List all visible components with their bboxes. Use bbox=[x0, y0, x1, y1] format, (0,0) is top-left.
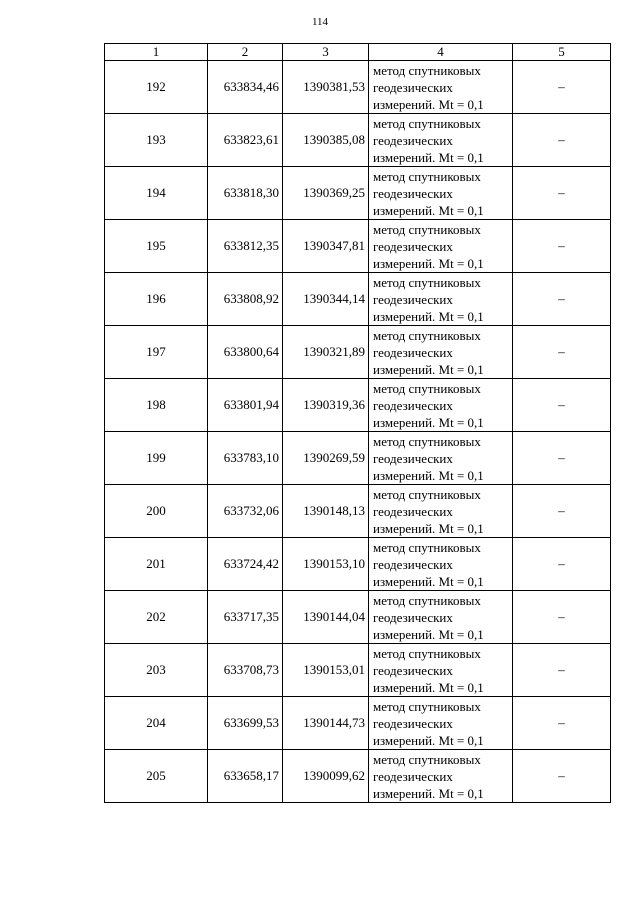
note-dash: – bbox=[513, 167, 611, 220]
method-line-3: измерений. Mt = 0,1 bbox=[373, 202, 484, 218]
method-line-2: геодезических bbox=[373, 397, 453, 413]
method-line-3: измерений. Mt = 0,1 bbox=[373, 785, 484, 801]
note-dash: – bbox=[513, 114, 611, 167]
method-line-3: измерений. Mt = 0,1 bbox=[373, 732, 484, 748]
coord-x: 633812,35 bbox=[208, 220, 283, 273]
method-line-1: метод спутниковых bbox=[373, 433, 481, 449]
table-row bbox=[105, 167, 611, 220]
coord-y: 1390269,59 bbox=[283, 432, 369, 485]
method-cell bbox=[369, 220, 513, 273]
coord-x: 633783,10 bbox=[208, 432, 283, 485]
method-line-2: геодезических bbox=[373, 344, 453, 360]
note-dash: – bbox=[513, 220, 611, 273]
note-dash: – bbox=[513, 538, 611, 591]
note-dash: – bbox=[513, 61, 611, 114]
method-cell bbox=[369, 591, 513, 644]
method-cell bbox=[369, 273, 513, 326]
method-line-1: метод спутниковых bbox=[373, 327, 481, 343]
note-dash: – bbox=[513, 379, 611, 432]
table-row bbox=[105, 538, 611, 591]
coord-y: 1390153,10 bbox=[283, 538, 369, 591]
table-body bbox=[105, 61, 611, 803]
coord-y: 1390153,01 bbox=[283, 644, 369, 697]
table-row bbox=[105, 591, 611, 644]
table-row bbox=[105, 273, 611, 326]
point-number: 203 bbox=[105, 644, 208, 697]
method-line-3: измерений. Mt = 0,1 bbox=[373, 149, 484, 165]
method-line-3: измерений. Mt = 0,1 bbox=[373, 308, 484, 324]
method-cell bbox=[369, 432, 513, 485]
method-line-1: метод спутниковых bbox=[373, 274, 481, 290]
method-line-3: измерений. Mt = 0,1 bbox=[373, 255, 484, 271]
coord-y: 1390344,14 bbox=[283, 273, 369, 326]
coord-y: 1390144,04 bbox=[283, 591, 369, 644]
method-cell bbox=[369, 326, 513, 379]
method-cell bbox=[369, 114, 513, 167]
coord-y: 1390148,13 bbox=[283, 485, 369, 538]
point-number: 192 bbox=[105, 61, 208, 114]
method-line-2: геодезических bbox=[373, 238, 453, 254]
method-line-1: метод спутниковых bbox=[373, 168, 481, 184]
method-line-2: геодезических bbox=[373, 450, 453, 466]
point-number: 199 bbox=[105, 432, 208, 485]
coord-y: 1390385,08 bbox=[283, 114, 369, 167]
method-line-2: геодезических bbox=[373, 79, 453, 95]
method-line-1: метод спутниковых bbox=[373, 221, 481, 237]
coord-x: 633708,73 bbox=[208, 644, 283, 697]
table-row bbox=[105, 644, 611, 697]
table-row bbox=[105, 326, 611, 379]
note-dash: – bbox=[513, 326, 611, 379]
note-dash: – bbox=[513, 432, 611, 485]
method-line-2: геодезических bbox=[373, 609, 453, 625]
table-row bbox=[105, 432, 611, 485]
coord-x: 633699,53 bbox=[208, 697, 283, 750]
method-line-3: измерений. Mt = 0,1 bbox=[373, 96, 484, 112]
method-line-2: геодезических bbox=[373, 556, 453, 572]
coord-y: 1390321,89 bbox=[283, 326, 369, 379]
point-number: 204 bbox=[105, 697, 208, 750]
method-line-2: геодезических bbox=[373, 662, 453, 678]
page-number: 114 bbox=[311, 16, 329, 28]
note-dash: – bbox=[513, 273, 611, 326]
point-number: 193 bbox=[105, 114, 208, 167]
coord-x: 633808,92 bbox=[208, 273, 283, 326]
method-line-3: измерений. Mt = 0,1 bbox=[373, 414, 484, 430]
method-line-1: метод спутниковых bbox=[373, 62, 481, 78]
coord-x: 633732,06 bbox=[208, 485, 283, 538]
point-number: 195 bbox=[105, 220, 208, 273]
point-number: 198 bbox=[105, 379, 208, 432]
method-line-2: геодезических bbox=[373, 768, 453, 784]
method-line-2: геодезических bbox=[373, 503, 453, 519]
coord-x: 633818,30 bbox=[208, 167, 283, 220]
method-line-1: метод спутниковых bbox=[373, 539, 481, 555]
method-line-1: метод спутниковых bbox=[373, 698, 481, 714]
coord-x: 633717,35 bbox=[208, 591, 283, 644]
point-number: 205 bbox=[105, 750, 208, 803]
method-line-1: метод спутниковых bbox=[373, 380, 481, 396]
table-row bbox=[105, 697, 611, 750]
table-row bbox=[105, 114, 611, 167]
header-col-4: 4 bbox=[369, 44, 513, 61]
method-line-2: геодезических bbox=[373, 132, 453, 148]
note-dash: – bbox=[513, 591, 611, 644]
method-cell bbox=[369, 644, 513, 697]
method-cell bbox=[369, 697, 513, 750]
header-col-3: 3 bbox=[283, 44, 369, 61]
method-line-3: измерений. Mt = 0,1 bbox=[373, 361, 484, 377]
method-line-3: измерений. Mt = 0,1 bbox=[373, 573, 484, 589]
table-row bbox=[105, 379, 611, 432]
table-row bbox=[105, 485, 611, 538]
method-line-1: метод спутниковых bbox=[373, 115, 481, 131]
coord-x: 633834,46 bbox=[208, 61, 283, 114]
coord-y: 1390099,62 bbox=[283, 750, 369, 803]
point-number: 196 bbox=[105, 273, 208, 326]
table-row bbox=[105, 750, 611, 803]
table-row bbox=[105, 61, 611, 114]
header-col-5: 5 bbox=[513, 44, 611, 61]
method-cell bbox=[369, 379, 513, 432]
method-cell bbox=[369, 167, 513, 220]
table-row bbox=[105, 220, 611, 273]
method-line-3: измерений. Mt = 0,1 bbox=[373, 679, 484, 695]
note-dash: – bbox=[513, 644, 611, 697]
note-dash: – bbox=[513, 485, 611, 538]
coord-x: 633800,64 bbox=[208, 326, 283, 379]
method-cell bbox=[369, 750, 513, 803]
coord-x: 633801,94 bbox=[208, 379, 283, 432]
method-line-1: метод спутниковых bbox=[373, 751, 481, 767]
method-line-3: измерений. Mt = 0,1 bbox=[373, 520, 484, 536]
method-line-1: метод спутниковых bbox=[373, 486, 481, 502]
coord-y: 1390144,73 bbox=[283, 697, 369, 750]
method-line-2: геодезических bbox=[373, 291, 453, 307]
header-col-2: 2 bbox=[208, 44, 283, 61]
method-cell bbox=[369, 485, 513, 538]
coord-x: 633823,61 bbox=[208, 114, 283, 167]
coord-y: 1390369,25 bbox=[283, 167, 369, 220]
point-number: 194 bbox=[105, 167, 208, 220]
header-col-1: 1 bbox=[105, 44, 208, 61]
coordinates-table bbox=[104, 43, 611, 803]
method-line-2: геодезических bbox=[373, 185, 453, 201]
coord-y: 1390319,36 bbox=[283, 379, 369, 432]
coord-y: 1390381,53 bbox=[283, 61, 369, 114]
coord-x: 633658,17 bbox=[208, 750, 283, 803]
table-header-row bbox=[105, 44, 611, 61]
method-cell bbox=[369, 61, 513, 114]
method-line-2: геодезических bbox=[373, 715, 453, 731]
coord-x: 633724,42 bbox=[208, 538, 283, 591]
point-number: 201 bbox=[105, 538, 208, 591]
coord-y: 1390347,81 bbox=[283, 220, 369, 273]
point-number: 202 bbox=[105, 591, 208, 644]
method-line-1: метод спутниковых bbox=[373, 592, 481, 608]
note-dash: – bbox=[513, 697, 611, 750]
method-line-1: метод спутниковых bbox=[373, 645, 481, 661]
point-number: 200 bbox=[105, 485, 208, 538]
method-cell bbox=[369, 538, 513, 591]
method-line-3: измерений. Mt = 0,1 bbox=[373, 626, 484, 642]
method-line-3: измерений. Mt = 0,1 bbox=[373, 467, 484, 483]
point-number: 197 bbox=[105, 326, 208, 379]
note-dash: – bbox=[513, 750, 611, 803]
